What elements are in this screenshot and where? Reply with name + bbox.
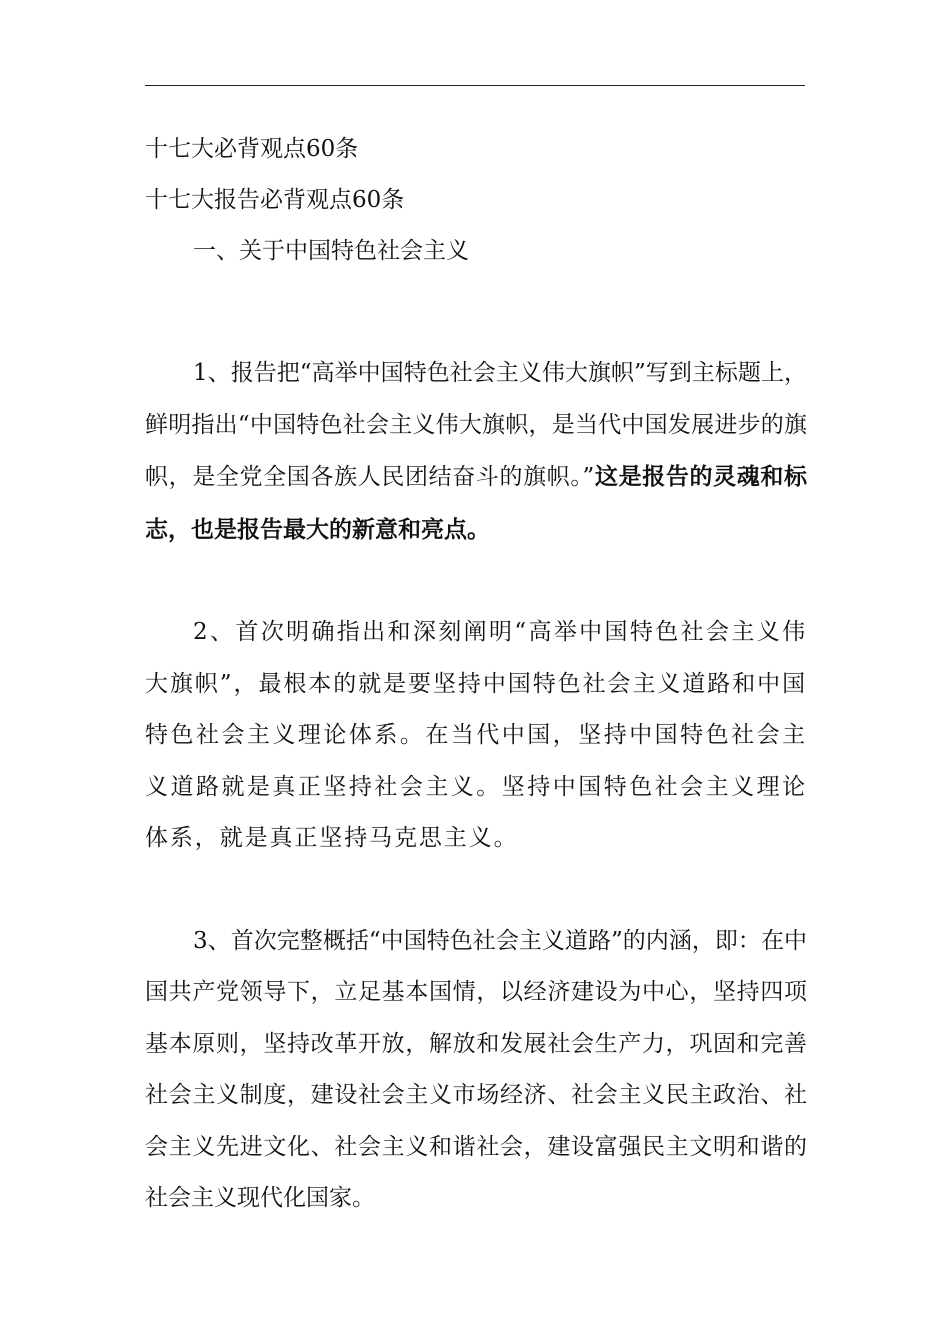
header-rule — [145, 85, 805, 86]
paragraph-1-text: 1、报告把“高举中国特色社会主义伟大旗帜”写到主标题上，鲜明指出“中国特色社会主义伟大旗帜，是当代中国发展进步的旗帜，是全党全国各族人民团结奋斗的旗帜。” — [145, 360, 807, 490]
paragraph-3: 3、首次完整概括“中国特色社会主义道路”的内涵，即：在中国共产党领导下，立足基本国情，以经济建设为中心，坚持四项基本原则，坚持改革开放，解放和发展社会生产力，巩固和完善社会主义制度，建设社会主义市场经济、社会主义民主政治、社会主义先进文化、社会主义和谐社会，建设富强民主文明和谐的社会主义现代化国家。 — [145, 927, 807, 1211]
paragraph-1 — [145, 348, 807, 556]
document-title: 十七大必背观点60条 — [145, 136, 359, 162]
paragraph-2: 2、首次明确指出和深刻阐明“高举中国特色社会主义伟大旗帜”，最根本的就是要坚持中国特色社会主义道路和中国特色社会主义理论体系。在当代中国，坚持中国特色社会主义道路就是真正坚持社会主义。坚持中国特色社会主义理论体系，就是真正坚持马克思主义。 — [145, 619, 807, 851]
section-heading: 一、关于中国特色社会主义 — [193, 238, 469, 264]
document-subtitle: 十七大报告必背观点60条 — [145, 187, 405, 213]
document-body — [145, 124, 807, 1225]
paragraph-1-bold-text: 这是报告的灵魂和标志，也是报告最大的新意和亮点。 — [145, 463, 807, 543]
